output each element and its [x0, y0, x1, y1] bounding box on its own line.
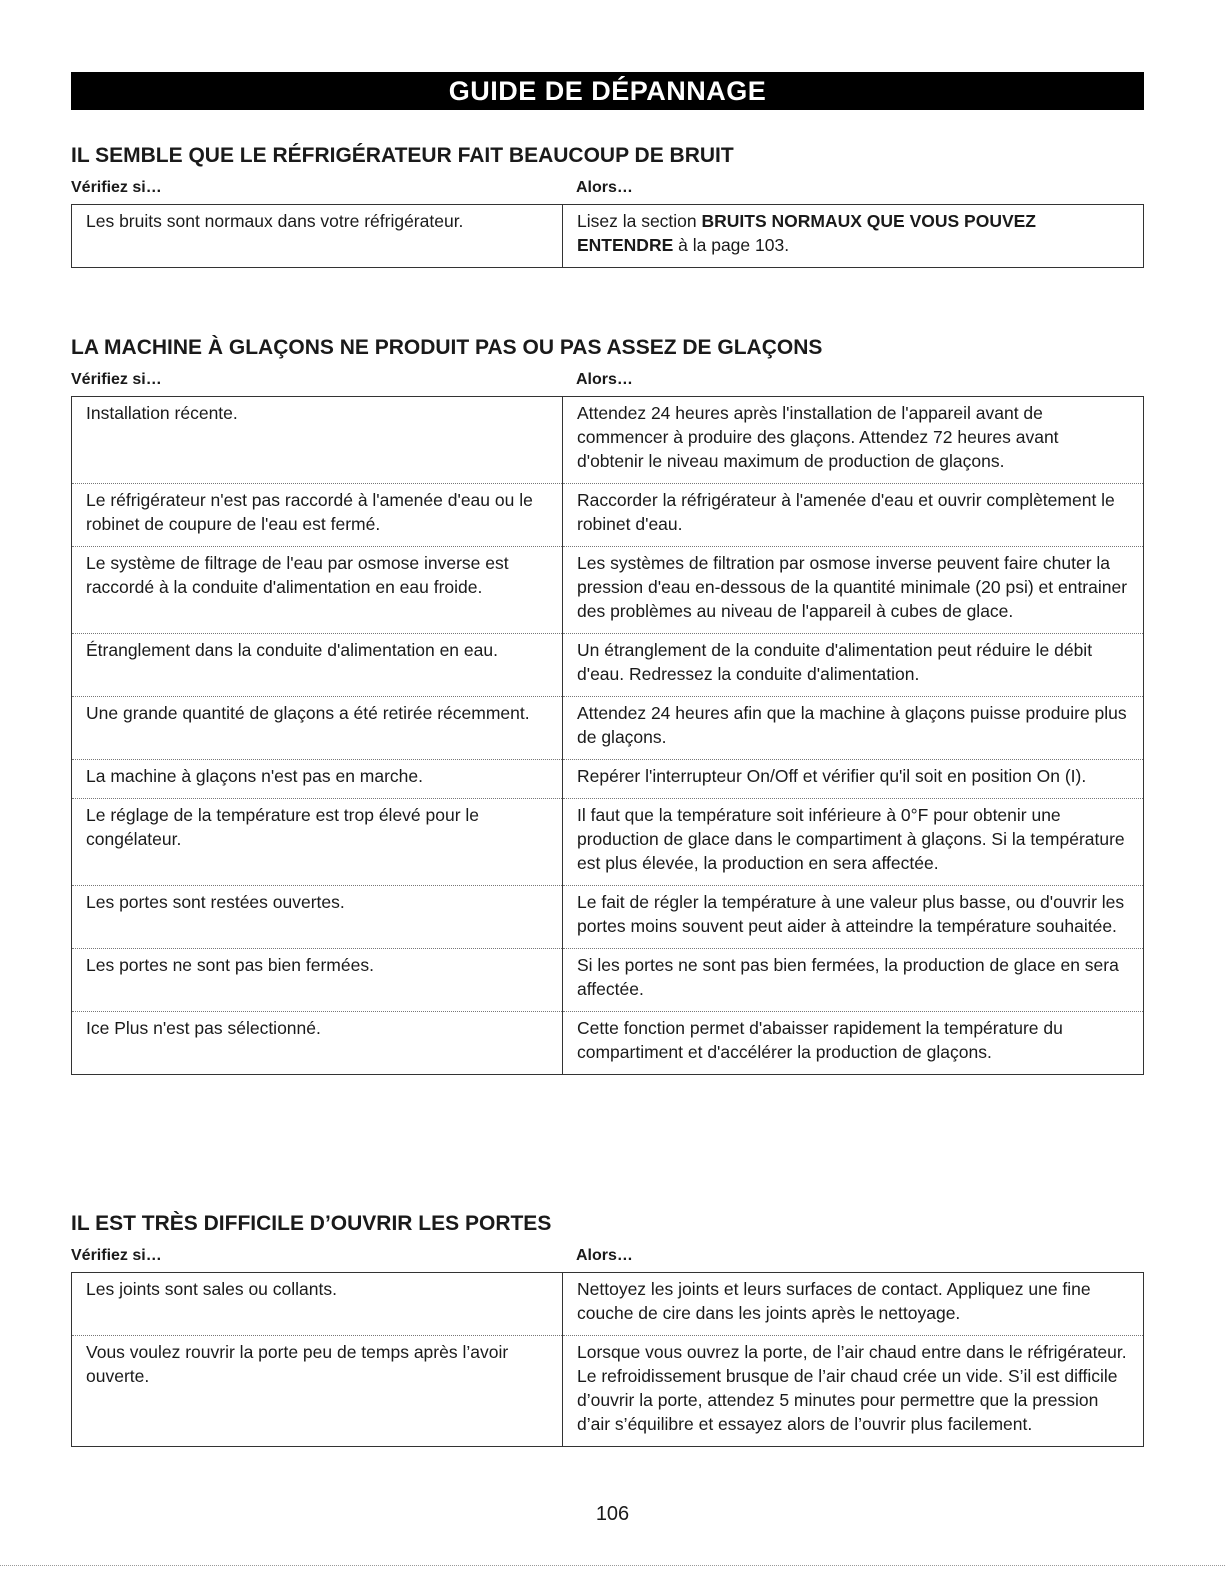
col-header-then: Alors…	[576, 371, 633, 388]
then-cell: Attendez 24 heures après l'installation de l'appareil avant de commencer à produire des glaçons. Attendez 72 heures avant d'obtenir le niveau maximum de production de glaçons.	[563, 397, 1144, 484]
check-cell: Ice Plus n'est pas sélectionné.	[72, 1012, 563, 1075]
section-ice-maker	[71, 335, 1144, 1075]
then-cell: Un étranglement de la conduite d'alimentation peut réduire le débit d'eau. Redressez la conduite d'alimentation.	[563, 634, 1144, 697]
table-row	[72, 484, 1144, 547]
then-cell: Il faut que la température soit inférieure à 0°F pour obtenir une production de glace dans le compartiment à glaçons. Si la température est plus élevée, la production en sera affectée.	[563, 799, 1144, 886]
check-cell: La machine à glaçons n'est pas en marche.	[72, 760, 563, 799]
check-cell: Le système de filtrage de l'eau par osmose inverse est raccordé à la conduite d'alimentation en eau froide.	[72, 547, 563, 634]
column-headers	[71, 1245, 1144, 1267]
then-cell: Si les portes ne sont pas bien fermées, la production de glace en sera affectée.	[563, 949, 1144, 1012]
then-bold-text: BRUITS NORMAUX QUE VOUS POUVEZ ENTENDRE	[577, 211, 1036, 255]
check-cell: Une grande quantité de glaçons a été retirée récemment.	[72, 697, 563, 760]
column-headers	[71, 369, 1144, 391]
section-title: LA MACHINE À GLAÇONS NE PRODUIT PAS OU PAS ASSEZ DE GLAÇONS	[71, 336, 823, 359]
then-cell: Cette fonction permet d'abaisser rapidement la température du compartiment et d'accélérer la production de glaçons.	[563, 1012, 1144, 1075]
table-row	[72, 886, 1144, 949]
col-header-then: Alors…	[576, 179, 633, 196]
table-row	[72, 1273, 1144, 1336]
then-cell: Repérer l'interrupteur On/Off et vérifier qu'il soit en position On (I).	[563, 760, 1144, 799]
table-row	[72, 949, 1144, 1012]
column-headers	[71, 177, 1144, 199]
check-cell: Les portes ne sont pas bien fermées.	[72, 949, 563, 1012]
then-cell: Lorsque vous ouvrez la porte, de l’air chaud entre dans le réfrigérateur. Le refroidissement brusque de l’air chaud crée un vide. S’il est difficile d’ouvrir la porte, attendez 5 minutes pour permettre que la pression d’air s’équilibre et essayez alors de l’ouvrir plus facilement.	[563, 1336, 1144, 1447]
troubleshoot-table	[71, 396, 1144, 1075]
then-cell: Le fait de régler la température à une valeur plus basse, ou d'ouvrir les portes moins souvent peut aider à atteindre la température souhaitée.	[563, 886, 1144, 949]
table-row	[72, 397, 1144, 484]
check-cell: Vous voulez rouvrir la porte peu de temps après l’avoir ouverte.	[72, 1336, 563, 1447]
page-banner: GUIDE DE DÉPANNAGE	[71, 72, 1144, 110]
table-row	[72, 205, 1144, 268]
then-cell: Raccorder la réfrigérateur à l'amenée d'eau et ouvrir complètement le robinet d'eau.	[563, 484, 1144, 547]
troubleshoot-table	[71, 1272, 1144, 1447]
check-cell: Les bruits sont normaux dans votre réfrigérateur.	[72, 205, 563, 268]
table-row	[72, 760, 1144, 799]
then-cell: Nettoyez les joints et leurs surfaces de contact. Appliquez une fine couche de cire dans les joints après le nettoyage.	[563, 1273, 1144, 1336]
col-header-check: Vérifiez si…	[71, 1247, 162, 1264]
check-cell: Le réfrigérateur n'est pas raccordé à l'amenée d'eau ou le robinet de coupure de l'eau est fermé.	[72, 484, 563, 547]
then-text: à la page 103.	[673, 235, 790, 255]
table-row	[72, 1336, 1144, 1447]
check-cell: Le réglage de la température est trop élevé pour le congélateur.	[72, 799, 563, 886]
check-cell: Les joints sont sales ou collants.	[72, 1273, 563, 1336]
troubleshoot-table	[71, 204, 1144, 268]
check-cell: Les portes sont restées ouvertes.	[72, 886, 563, 949]
then-cell	[563, 205, 1144, 268]
check-cell: Étranglement dans la conduite d'alimentation en eau.	[72, 634, 563, 697]
section-noise	[71, 143, 1144, 268]
table-row	[72, 1012, 1144, 1075]
col-header-check: Vérifiez si…	[71, 371, 162, 388]
section-doors	[71, 1211, 1144, 1447]
section-title: IL EST TRÈS DIFFICILE D’OUVRIR LES PORTES	[71, 1212, 552, 1235]
table-row	[72, 697, 1144, 760]
then-text: Lisez la section	[577, 211, 702, 231]
bottom-divider	[0, 1565, 1225, 1566]
check-cell: Installation récente.	[72, 397, 563, 484]
col-header-check: Vérifiez si…	[71, 179, 162, 196]
then-cell: Attendez 24 heures afin que la machine à glaçons puisse produire plus de glaçons.	[563, 697, 1144, 760]
table-row	[72, 634, 1144, 697]
page-number: 106	[595, 1503, 630, 1525]
then-cell: Les systèmes de filtration par osmose inverse peuvent faire chuter la pression d'eau en-dessous de la quantité minimale (20 psi) et entrainer des problèmes au niveau de l'appareil à cubes de glace.	[563, 547, 1144, 634]
table-row	[72, 547, 1144, 634]
col-header-then: Alors…	[576, 1247, 633, 1264]
table-row	[72, 799, 1144, 886]
section-title: IL SEMBLE QUE LE RÉFRIGÉRATEUR FAIT BEAUCOUP DE BRUIT	[71, 144, 734, 167]
